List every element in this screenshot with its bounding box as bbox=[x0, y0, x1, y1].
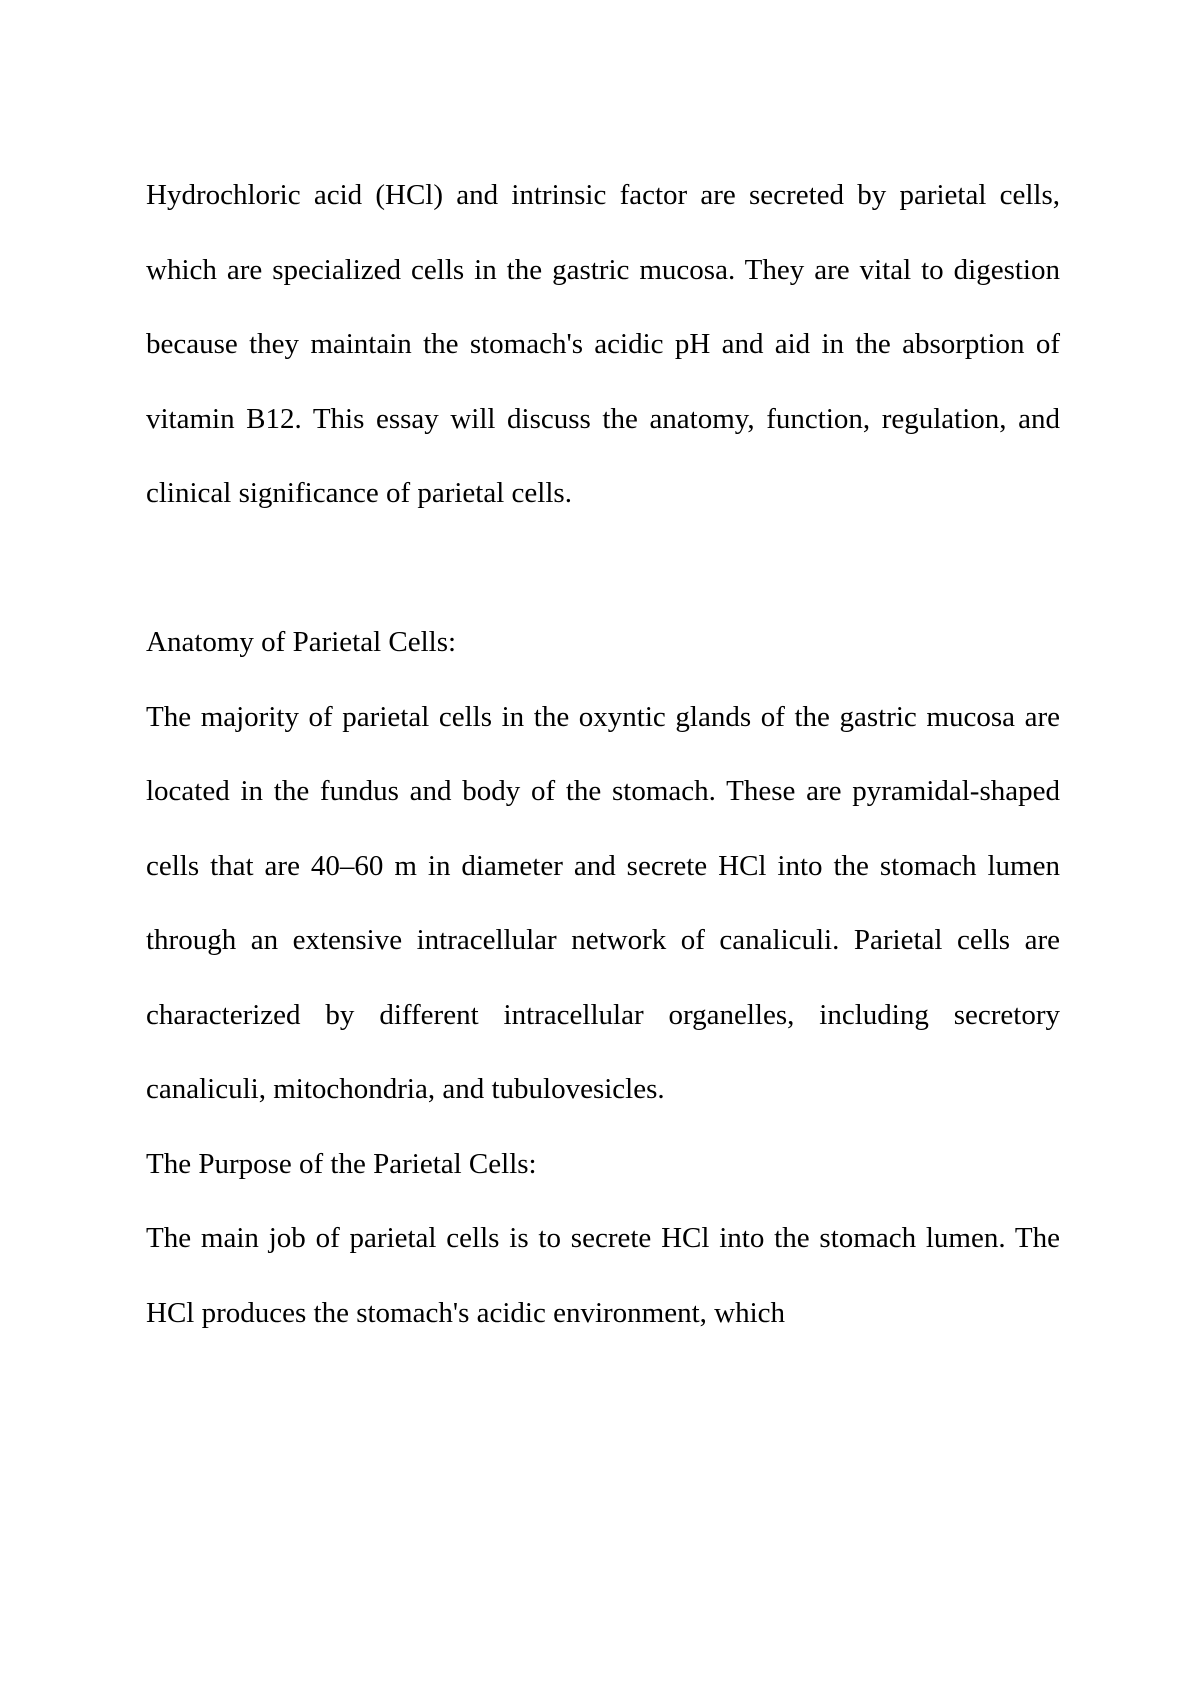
purpose-paragraph: The main job of parietal cells is to secrete HCl into the stomach lumen. The HCl produces the stomach's acidic environment, which bbox=[146, 1222, 1060, 1329]
document-body bbox=[146, 158, 1060, 1350]
intro-paragraph: Hydrochloric acid (HCl) and intrinsic factor are secreted by parietal cells, which are specialized cells in the gastric mucosa. They are vital to digestion because they maintain the stomach's acidic pH and aid in the absorption of vitamin B12. This essay will discuss the anatomy, function, regulation, and clinical significance of parietal cells. bbox=[146, 179, 1060, 509]
anatomy-paragraph: The majority of parietal cells in the oxyntic glands of the gastric mucosa are located in the fundus and body of the stomach. These are pyramidal-shaped cells that are 40–60 m in diameter and secrete HCl into the stomach lumen through an extensive intracellular network of canaliculi. Parietal cells are characterized by different intracellular organelles, including secretory canaliculi, mitochondria, and tubulovesicles. bbox=[146, 700, 1060, 1105]
section-heading-anatomy: Anatomy of Parietal Cells: bbox=[146, 626, 457, 658]
section-heading-purpose: The Purpose of the Parietal Cells: bbox=[146, 1147, 537, 1180]
